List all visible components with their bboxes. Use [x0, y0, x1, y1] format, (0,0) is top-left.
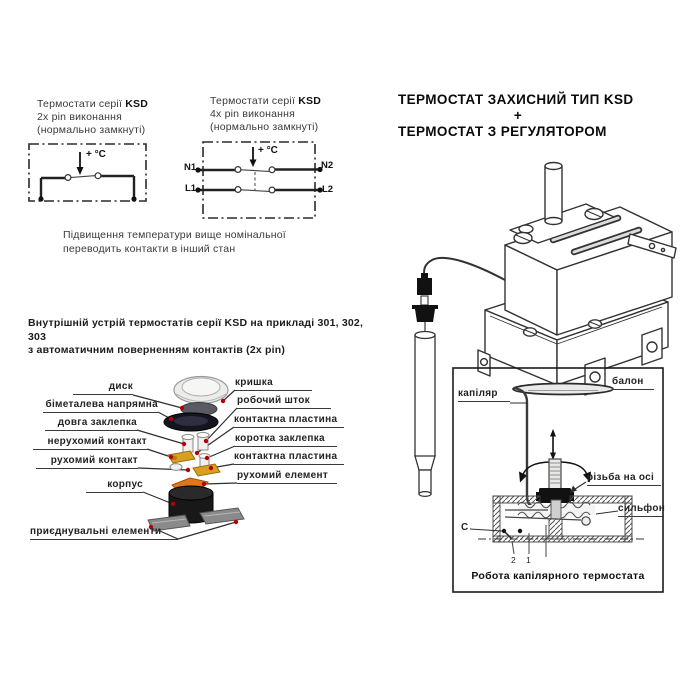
label-thread-on-axis: різьба на осі: [587, 472, 661, 486]
label-contact-2: 2: [511, 555, 516, 565]
temp-label-4pin: + °C: [258, 145, 278, 156]
temp-rise-arrow-icon: [77, 152, 84, 175]
exploded-heading-line2: з автоматичним поверненням контактів (2х pin): [28, 344, 286, 356]
page-title: [398, 92, 638, 140]
threaded-shaft: [536, 459, 574, 503]
thread-leader: [570, 482, 586, 493]
label-moving-element: рухомий елемент: [237, 470, 337, 484]
label-cap: кришка: [235, 377, 312, 391]
label-capillary: капіляр: [458, 388, 510, 402]
terminal-l2: L2: [322, 184, 334, 195]
label-contact-plate-2: контактна пластина: [234, 451, 344, 465]
terminal-l1: L1: [185, 183, 197, 194]
page-title-line2: ТЕРМОСТАТ З РЕГУЛЯТОРОМ: [398, 124, 607, 139]
note-line2: переводить контакти в інший стан: [63, 243, 236, 255]
series-4pin-line3: (нормально замкнуті): [210, 121, 319, 133]
exploded-heading-line1: Внутрішній устрій термостатів серії KSD на прикладі 301, 302, 303: [28, 317, 364, 343]
series-title-text: Термостати серії: [210, 95, 299, 107]
part-cap: [174, 377, 228, 404]
center-post: [549, 519, 562, 539]
terminal-n1: N1: [184, 162, 197, 173]
series-4pin-caption: [210, 95, 321, 134]
label-bimetal-guide: біметалева напрямна: [43, 399, 158, 413]
label-moving-contact: рухомий контакт: [36, 455, 138, 469]
temp-label-2pin: + °C: [86, 149, 106, 160]
temperature-note: [63, 228, 286, 256]
series-2pin-caption: [37, 98, 148, 137]
terminal-n2: N2: [321, 160, 334, 171]
series-4pin-line2: 4х pin виконання: [210, 108, 296, 120]
label-contact-c: C: [461, 522, 469, 533]
updown-arrow-icon: [550, 429, 556, 460]
series-title-bold: KSD: [298, 95, 321, 107]
switch-contact-l: [195, 187, 322, 193]
switch-contact: [38, 173, 136, 202]
series-title-text: Термостати серії: [37, 98, 126, 110]
label-working-rod: робочий шток: [237, 395, 331, 409]
note-line1: Підвищення температури вище номінальної: [63, 229, 286, 241]
switch-contact-n: [195, 167, 322, 173]
part-contact-plate-2: [193, 464, 220, 476]
label-connect-elements: приєднувальні елементи: [30, 526, 178, 540]
label-housing: корпус: [86, 479, 143, 493]
part-moving-contact: [170, 464, 182, 471]
exploded-heading: [28, 317, 368, 358]
label-short-rivet: коротка заклепка: [235, 433, 337, 447]
series-2pin-line2: 2х pin виконання: [37, 111, 123, 123]
label-bulb: балон: [612, 376, 654, 390]
capillary-caption: Робота капілярного термостата: [471, 570, 645, 582]
temp-rise-arrow-icon: [250, 147, 257, 167]
label-disk: диск: [73, 381, 133, 395]
page-title-line1: ТЕРМОСТАТ ЗАХИСНИЙ ТИП KSD: [398, 92, 634, 107]
series-2pin-line3: (нормально замкнуті): [37, 124, 146, 136]
label-bellows: сильфон: [618, 503, 664, 517]
page-title-plus: +: [513, 108, 523, 123]
label-fixed-contact: нерухомий контакт: [33, 436, 147, 450]
part-bimetal-guide: [164, 413, 218, 431]
series-title-bold: KSD: [125, 98, 148, 110]
label-contact-1: 1: [526, 555, 531, 565]
adjust-shaft: [545, 166, 562, 221]
label-long-rivet: довга заклепка: [45, 417, 137, 431]
bulb-shape: [513, 384, 613, 395]
label-contact-plate-1: контактна пластина: [234, 414, 344, 428]
